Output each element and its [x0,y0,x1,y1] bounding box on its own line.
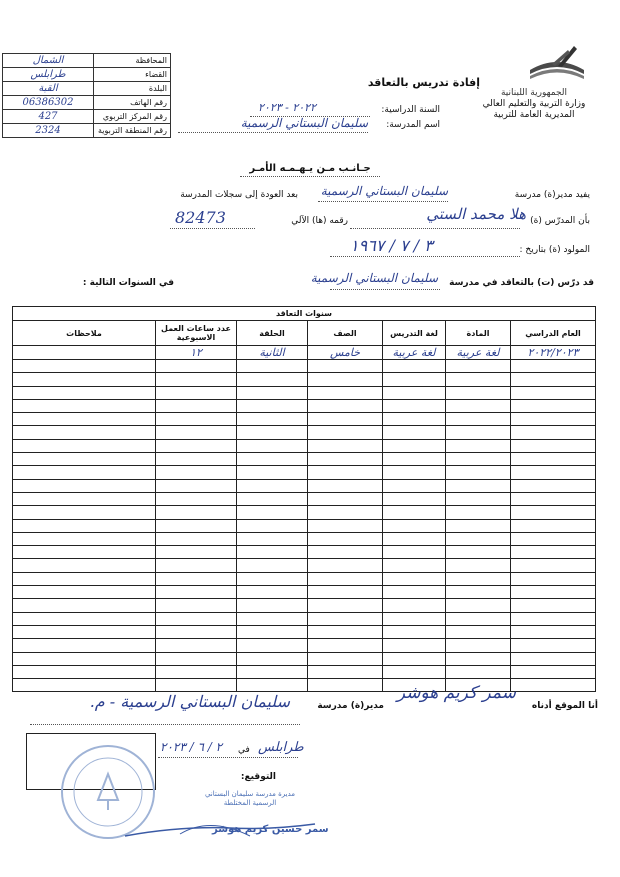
table-cell [237,386,308,399]
table-cell [383,399,446,412]
table-cell [383,559,446,572]
dob-label: المولود (ة) بتاريخ : [519,245,590,255]
table-cell [13,559,156,572]
table-cell [13,386,156,399]
table-cell [383,665,446,678]
table-cell [13,639,156,652]
table-cell [511,612,596,625]
table-cell [511,559,596,572]
table-cell [446,373,511,386]
table-cell [383,439,446,452]
table-cell [237,665,308,678]
cell-cycle: الثانية [237,346,308,360]
table-cell [511,386,596,399]
table-cell [237,652,308,665]
table-cell [237,599,308,612]
center-number-label: رقم المركز التربوي [94,110,171,124]
table-cell [446,559,511,572]
table-cell [383,612,446,625]
table-cell [446,466,511,479]
school-year-value: ٢٠٢٢ - ٢٠٢٣ [258,101,316,114]
date-value: ٢ / ٦ / ٢٠٢٣ [160,740,223,754]
table-cell [511,572,596,585]
table-cell [308,572,383,585]
table-row [13,652,596,665]
table-cell [446,426,511,439]
table-cell [156,532,237,545]
table-cell [511,652,596,665]
table-cell [308,439,383,452]
table-cell [13,413,156,426]
table-cell [511,453,596,466]
place-value: طرابلس [258,740,304,755]
table-cell [237,532,308,545]
table-cell [13,506,156,519]
table-cell [383,639,446,652]
table-row [13,665,596,678]
table-cell [308,625,383,638]
table-cell [446,479,511,492]
official-stamp-text: مديرة مدرسة سليمان البستاني الرسمية المختلطة [204,790,296,807]
signature-scribble-icon [120,806,320,846]
table-cell [156,572,237,585]
school-year-label: السنة الدراسية: [381,105,440,115]
school-name-value: سليمان البستاني الرسمية [240,116,368,130]
table-cell [308,652,383,665]
table-cell [156,479,237,492]
table-cell [446,413,511,426]
table-cell [13,612,156,625]
salutation-heading: جـانـب مـن يـهـمـه الأمـر [249,163,371,174]
col-year: العام الدراسي [511,321,596,346]
table-cell [13,546,156,559]
body-line1-start: يفيد مدير(ة) مدرسة [514,190,590,200]
table-cell [383,426,446,439]
table-cell [446,519,511,532]
table-cell [446,612,511,625]
governorate-value: الشمال [3,54,94,68]
table-cell [13,572,156,585]
table-row [13,519,596,532]
table-cell [446,506,511,519]
table-cell [13,532,156,545]
director-label: مدير(ة) مدرسة [317,701,384,711]
table-cell [446,586,511,599]
table-cell [237,373,308,386]
table-cell [237,399,308,412]
table-cell [308,399,383,412]
document-title: إفادة تدريس بالتعاقد [367,76,480,89]
table-cell [511,506,596,519]
table-cell [511,426,596,439]
table-cell [156,453,237,466]
table-cell [511,639,596,652]
table-row [13,426,596,439]
table-cell [237,586,308,599]
table-cell [383,360,446,373]
table-cell [13,492,156,505]
table-cell [446,652,511,665]
table-cell [383,586,446,599]
table-cell [446,546,511,559]
table-cell [308,665,383,678]
table-cell [511,546,596,559]
table-cell [383,373,446,386]
machine-number-value: 82473 [175,208,226,227]
table-cell [156,599,237,612]
cell-hours: ١٢ [156,346,237,360]
district-value: طرابلس [3,68,94,82]
table-cell [156,373,237,386]
table-cell [511,665,596,678]
table-cell [237,426,308,439]
table-cell [13,586,156,599]
col-language: لغة التدريس [383,321,446,346]
signer-label: أنا الموقع أدناه [531,701,598,711]
table-row [13,639,596,652]
table-cell [156,639,237,652]
cell-subject: لغة عربية [446,346,511,360]
table-row [13,546,596,559]
col-notes: ملاحظات [13,321,156,346]
table-cell [383,519,446,532]
table-cell [383,386,446,399]
cell-grade: خامس [308,346,383,360]
table-cell [237,506,308,519]
table-cell [13,399,156,412]
table-cell [156,360,237,373]
table-cell [446,360,511,373]
table-cell [156,492,237,505]
table-row [13,346,596,360]
table-cell [446,599,511,612]
table-cell [13,652,156,665]
teacher-name-value: هلا محمد الستي [426,205,526,223]
table-cell [237,466,308,479]
table-row [13,386,596,399]
body-school-value: سليمان البستاني الرسمية [320,184,448,198]
table-cell [308,586,383,599]
table-cell [13,519,156,532]
col-grade: الصف [308,321,383,346]
table-cell [156,559,237,572]
table-cell [237,612,308,625]
table-cell [13,360,156,373]
table-cell [511,599,596,612]
table-cell [237,492,308,505]
table-row [13,625,596,638]
table-cell [237,519,308,532]
table-cell [13,373,156,386]
table-cell [308,386,383,399]
table-cell [446,625,511,638]
machine-number-label: رقمه (ها) الآلي [291,216,348,226]
table-cell [156,413,237,426]
director-school-value: سليمان البستاني الرسمية - م. [89,692,290,711]
table-cell [156,439,237,452]
table-cell [237,413,308,426]
table-cell [446,639,511,652]
ministry-name [474,88,594,121]
ministry-line: المديرية العامة للتربية [493,110,575,120]
table-cell [13,453,156,466]
table-cell [511,373,596,386]
table-cell [308,492,383,505]
table-cell [13,426,156,439]
table-cell [13,439,156,452]
ministry-line: الجمهورية اللبنانية [500,88,568,98]
phone-label: رقم الهاتف [94,96,171,110]
table-cell [383,599,446,612]
table-cell [237,625,308,638]
table-cell [383,479,446,492]
taught-school-value: سليمان البستاني الرسمية [310,271,438,285]
table-cell [511,679,596,692]
table-cell [156,586,237,599]
table-cell [446,532,511,545]
table-row [13,453,596,466]
table-row [13,586,596,599]
table-cell [308,453,383,466]
table-cell [237,679,308,692]
table-cell [383,453,446,466]
table-cell [156,519,237,532]
table-cell [237,453,308,466]
taught-label-start: قد درّس (ت) بالتعاقد في مدرسة [449,278,594,288]
district-label: القضاء [94,68,171,82]
table-cell [156,665,237,678]
table-cell [308,426,383,439]
table-cell [383,413,446,426]
info-box [2,53,171,138]
table-cell [13,479,156,492]
col-subject: المادة [446,321,511,346]
table-cell [383,546,446,559]
table-cell [446,453,511,466]
table-cell [156,679,237,692]
town-label: البلدة [94,82,171,96]
table-cell [237,360,308,373]
table-cell [237,559,308,572]
table-cell [13,679,156,692]
table-cell [308,466,383,479]
table-cell [446,665,511,678]
table-row [13,413,596,426]
table-row [13,466,596,479]
table-cell [156,652,237,665]
table-cell [511,492,596,505]
table-row [13,439,596,452]
table-cell [511,625,596,638]
table-cell [511,519,596,532]
table-cell [511,413,596,426]
table-cell [383,652,446,665]
table-cell [308,373,383,386]
table-cell [237,639,308,652]
region-number-value: 2324 [3,124,94,138]
table-cell [308,639,383,652]
table-cell [308,519,383,532]
table-cell [383,506,446,519]
table-cell [383,492,446,505]
table-cell [511,439,596,452]
table-cell [308,479,383,492]
table-cell [237,479,308,492]
table-cell [156,386,237,399]
town-value: القبة [3,82,94,96]
table-cell [156,426,237,439]
school-name-label: اسم المدرسة: [386,120,440,130]
governorate-label: المحافظة [94,54,171,68]
cell-notes [13,346,156,360]
center-number-value: 427 [3,110,94,124]
table-row [13,360,596,373]
table-cell [511,360,596,373]
table-row [13,599,596,612]
body-line1-end: بعد العودة إلى سجلات المدرسة [180,190,298,200]
table-cell [308,559,383,572]
table-row [13,373,596,386]
taught-label-end: في السنوات التالية : [82,278,174,288]
col-cycle: الحلقة [237,321,308,346]
table-cell [308,532,383,545]
table-cell [308,413,383,426]
table-row [13,506,596,519]
table-cell [446,399,511,412]
table-row [13,479,596,492]
signature-label: التوقيع: [240,772,276,782]
date-prefix: في [238,745,250,755]
table-cell [156,399,237,412]
signer-name-value: سمر كريم هوشر [396,683,516,703]
table-cell [237,546,308,559]
table-cell [511,586,596,599]
table-cell [446,439,511,452]
col-hours: عدد ساعات العمل الاسبوعية [156,321,237,346]
table-cell [156,506,237,519]
table-cell [383,572,446,585]
table-cell [237,572,308,585]
phone-value: 06386302 [3,96,94,110]
table-row [13,532,596,545]
teacher-label: بأن المدرّس (ة) [530,216,590,226]
cell-year: ٢٠٢٢/٢٠٢٣ [511,346,596,360]
table-cell [156,625,237,638]
table-row [13,559,596,572]
ministry-logo-icon [522,40,592,90]
table-cell [308,679,383,692]
table-cell [383,466,446,479]
table-row [13,492,596,505]
dob-value: ٣ / ٧ / ١٩٦٧ [350,236,433,255]
table-cell [308,612,383,625]
table-cell [511,532,596,545]
table-row [13,572,596,585]
table-cell [446,572,511,585]
table-cell [383,625,446,638]
region-number-label: رقم المنطقة التربوية [94,124,171,138]
table-cell [156,546,237,559]
table-cell [446,386,511,399]
ministry-line: وزارة التربية والتعليم العالي [482,99,586,109]
table-cell [446,492,511,505]
table-cell [237,439,308,452]
cell-language: لغة عربية [383,346,446,360]
table-cell [156,466,237,479]
table-group-header: سنوات التعاقد [13,307,596,321]
official-stamp-name: سمر حسين كريم هوشر [212,824,329,835]
table-row [13,612,596,625]
table-cell [308,546,383,559]
table-cell [511,479,596,492]
table-cell [308,506,383,519]
table-row [13,399,596,412]
table-cell [13,665,156,678]
table-cell [383,532,446,545]
table-cell [308,599,383,612]
table-cell [511,399,596,412]
table-cell [13,466,156,479]
table-cell [13,599,156,612]
table-cell [308,360,383,373]
table-cell [156,612,237,625]
contract-years-table [12,306,596,692]
table-cell [13,625,156,638]
table-cell [511,466,596,479]
